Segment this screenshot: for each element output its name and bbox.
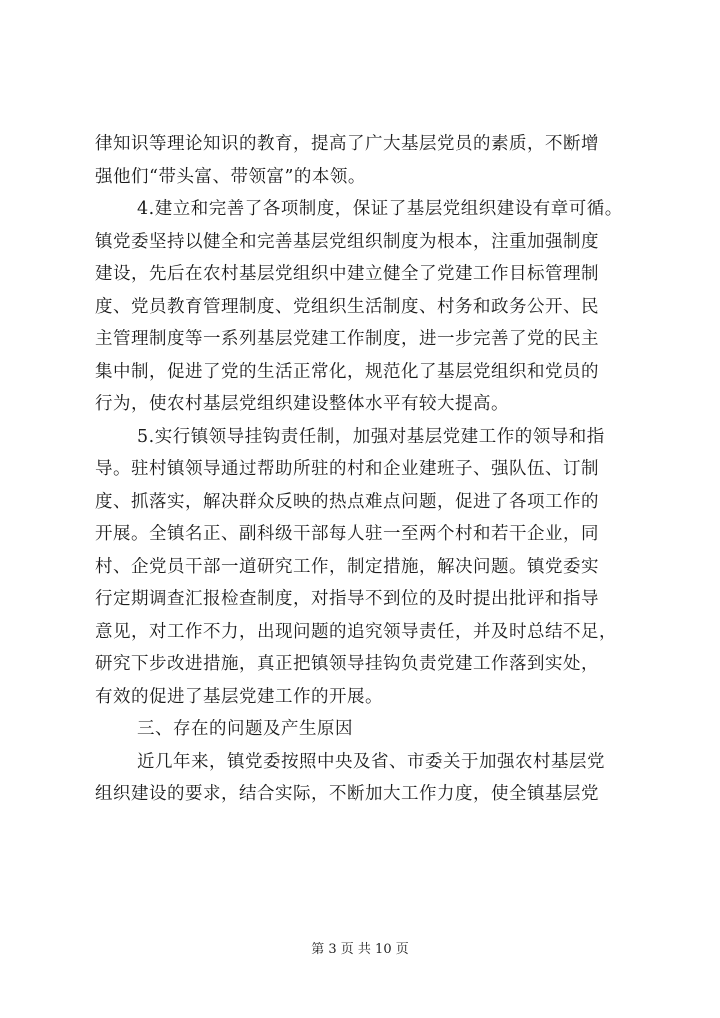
text-line: 镇党委坚持以健全和完善基层党组织制度为根本，注重加强制度 — [95, 231, 599, 252]
section-heading: 三、存在的问题及产生原因 — [137, 719, 353, 739]
text-line: 主管理制度等一系列基层党建工作制度，进一步完善了党的民主 — [95, 329, 599, 349]
document-body — [95, 128, 635, 811]
text-line: 意见，对工作不力，出现问题的追究领导责任，并及时总结不足， — [95, 621, 617, 642]
text-line: 导。驻村镇领导通过帮助所驻的村和企业建班子、强队伍、订制 — [95, 459, 599, 479]
text-line: 研究下步改进措施，真正把镇领导挂钩负责党建工作落到实处， — [95, 654, 599, 674]
paragraph-heading: 4.建立和完善了各项制度，保证了基层党组织建设有章可循。 — [137, 199, 623, 219]
text-line: 建设，先后在农村基层党组织中建立健全了党建工作目标管理制 — [95, 264, 599, 284]
text-line: 开展。全镇名正、副科级干部每人驻一至两个村和若干企业，同 — [95, 524, 599, 544]
paragraph-heading: 5.实行镇领导挂钩责任制，加强对基层党建工作的领导和指 — [137, 426, 605, 447]
text-line: 度、抓落实，解决群众反映的热点难点问题，促进了各项工作的 — [95, 491, 599, 512]
page-number-footer: 第 3 页 共 10 页 — [311, 942, 409, 957]
text-line: 组织建设的要求，结合实际，不断加大工作力度，使全镇基层党 — [95, 784, 599, 804]
text-line: 度、党员教育管理制度、党组织生活制度、村务和政务公开、民 — [95, 296, 599, 317]
text-line: 有效的促进了基层党建工作的开展。 — [95, 686, 383, 707]
text-line: 行定期调查汇报检查制度，对指导不到位的及时提出批评和指导 — [95, 589, 599, 609]
text-line: 强他们“带头富、带领富”的本领。 — [95, 166, 366, 187]
text-line: 村、企党员干部一道研究工作，制定措施，解决问题。镇党委实 — [95, 556, 599, 577]
text-line: 集中制，促进了党的生活正常化，规范化了基层党组织和党员的 — [95, 361, 599, 382]
text-line: 近几年来，镇党委按照中央及省、市委关于加强农村基层党 — [137, 751, 605, 772]
text-line: 行为，使农村基层党组织建设整体水平有较大提高。 — [95, 394, 509, 414]
text-line: 律知识等理论知识的教育，提高了广大基层党员的素质，不断增 — [95, 134, 599, 154]
